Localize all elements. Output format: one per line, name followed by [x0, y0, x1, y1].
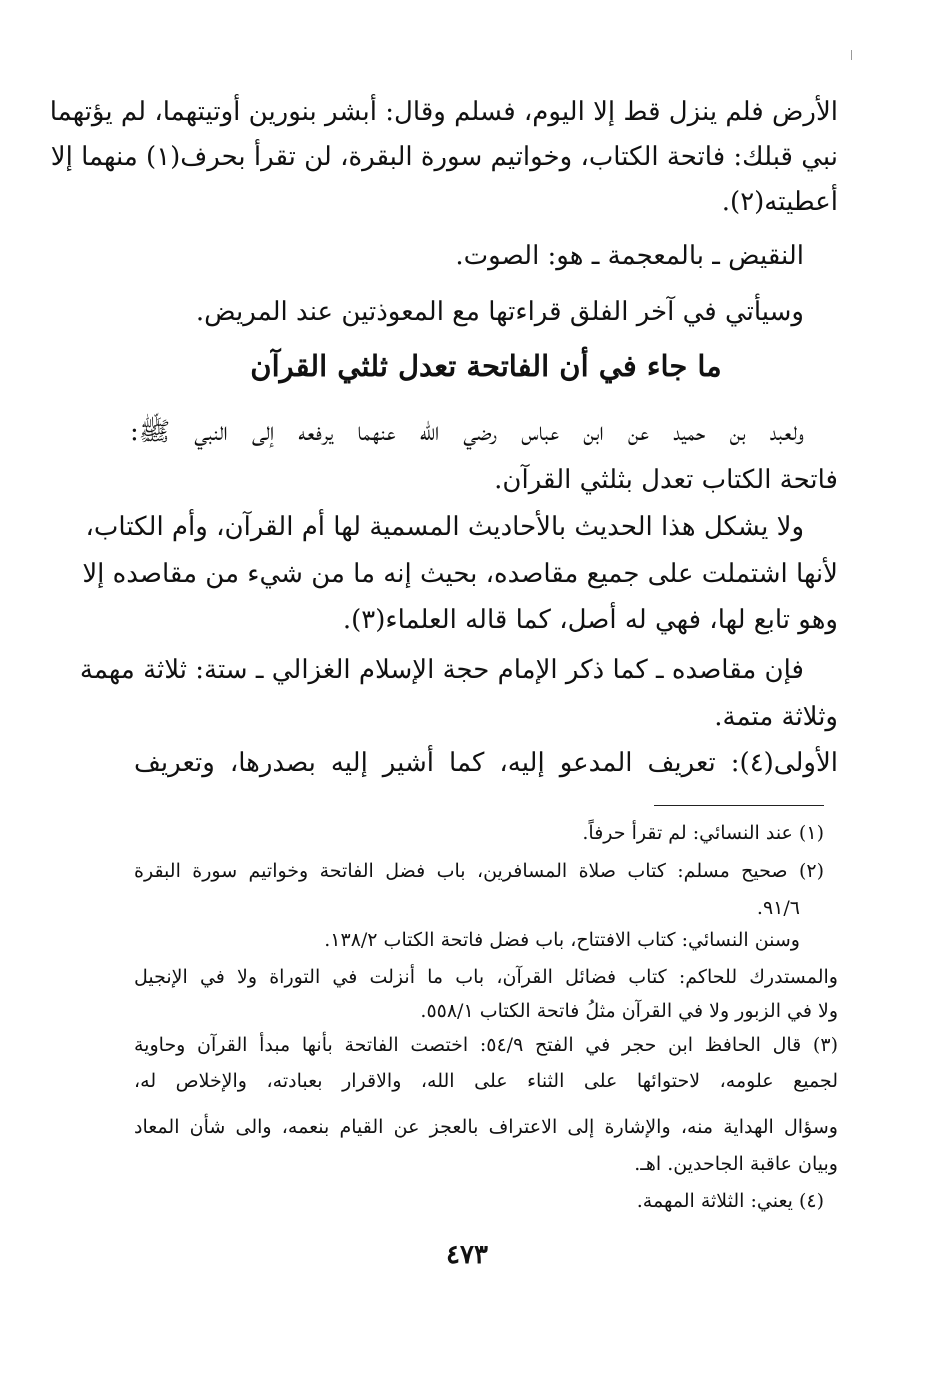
body-line: وهو تابع لها، فهي له أصل، كما قاله العلماء(٣). — [342, 605, 838, 635]
footnote-line: (٤) يعني: الثلاثة المهمة. — [636, 1190, 824, 1212]
footnote-line: وبيان عاقبة الجاحدين. اهـ. — [634, 1153, 838, 1175]
body-line: فإن مقاصده ـ كما ذكر الإمام حجة الإسلام الغزالي ـ ستة: ثلاثة مهمة — [79, 655, 804, 685]
body-line: الأولى(٤): تعريف المدعو إليه، كما أشير إليه بصدرها، وتعريف — [134, 748, 838, 778]
body-line: نبي قبلك: فاتحة الكتاب، وخواتيم سورة البقرة، لن تقرأ بحرف(١) منهما إلا — [50, 142, 838, 172]
footnote-line: (٣) قال الحافظ ابن حجر في الفتح ٥٤/٩: اختصت الفاتحة بأنها مبدأ القرآن وحاوية — [134, 1034, 838, 1056]
body-line: الأرض فلم ينزل قط إلا اليوم، فسلم وقال: أبشر بنورين أوتيتهما، لم يؤتهما — [49, 97, 838, 127]
footnote-line: (١) عند النسائي: لم تقرأ حرفاً. — [582, 822, 824, 844]
footnote-line: (٢) صحيح مسلم: كتاب صلاة المسافرين، باب فضل الفاتحة وخواتيم سورة البقرة — [134, 860, 824, 882]
body-line: وسيأتي في آخر الفلق قراءتها مع المعوذتين عند المريض. — [195, 297, 804, 327]
body-line: ولعبد بن حميد عن ابن عباس رضي الله عنهما يرفعه إلى النبي ﷺ: — [130, 417, 804, 447]
section-heading: ما جاء في أن الفاتحة تعدل ثلثي القرآن — [250, 349, 722, 383]
body-line: لأنها اشتملت على جميع مقاصده، بحيث إنه ما من شيء من مقاصده إلا — [82, 559, 838, 589]
footnote-separator — [654, 805, 824, 806]
scan-mark — [851, 50, 852, 60]
body-line: وثلاثة متمة. — [714, 702, 838, 732]
footnote-line: وسؤال الهداية منه، والإشارة إلى الاعتراف بالعجز عن القيام بنعمه، والى شأن المعاد — [134, 1116, 838, 1138]
footnote-line: وسنن النسائي: كتاب الافتتاح، باب فضل فاتحة الكتاب ١٣٨/٢. — [324, 929, 800, 951]
footnote-line: ٩١/٦. — [756, 897, 800, 919]
body-line: النقيض ـ بالمعجمة ـ هو: الصوت. — [455, 241, 804, 271]
body-line: ولا يشكل هذا الحديث بالأحاديث المسمية لها أم القرآن، وأم الكتاب، — [85, 512, 804, 542]
footnote-line: لجميع علومه، لاحتوائها على الثناء على الله، والاقرار بعبادته، والإخلاص له، — [134, 1070, 838, 1092]
footnote-line: ولا في الزبور ولا في القرآن مثلُ فاتحة الكتاب ٥٥٨/١. — [420, 1000, 838, 1022]
footnote-line: والمستدرك للحاكم: كتاب فضائل القرآن، باب ما أنزلت في التوراة ولا في الإنجيل — [134, 966, 838, 988]
page-number: ٤٧٣ — [446, 1240, 488, 1270]
body-line: أعطيته(٢). — [721, 187, 838, 217]
body-line: فاتحة الكتاب تعدل بثلثي القرآن. — [494, 465, 838, 495]
